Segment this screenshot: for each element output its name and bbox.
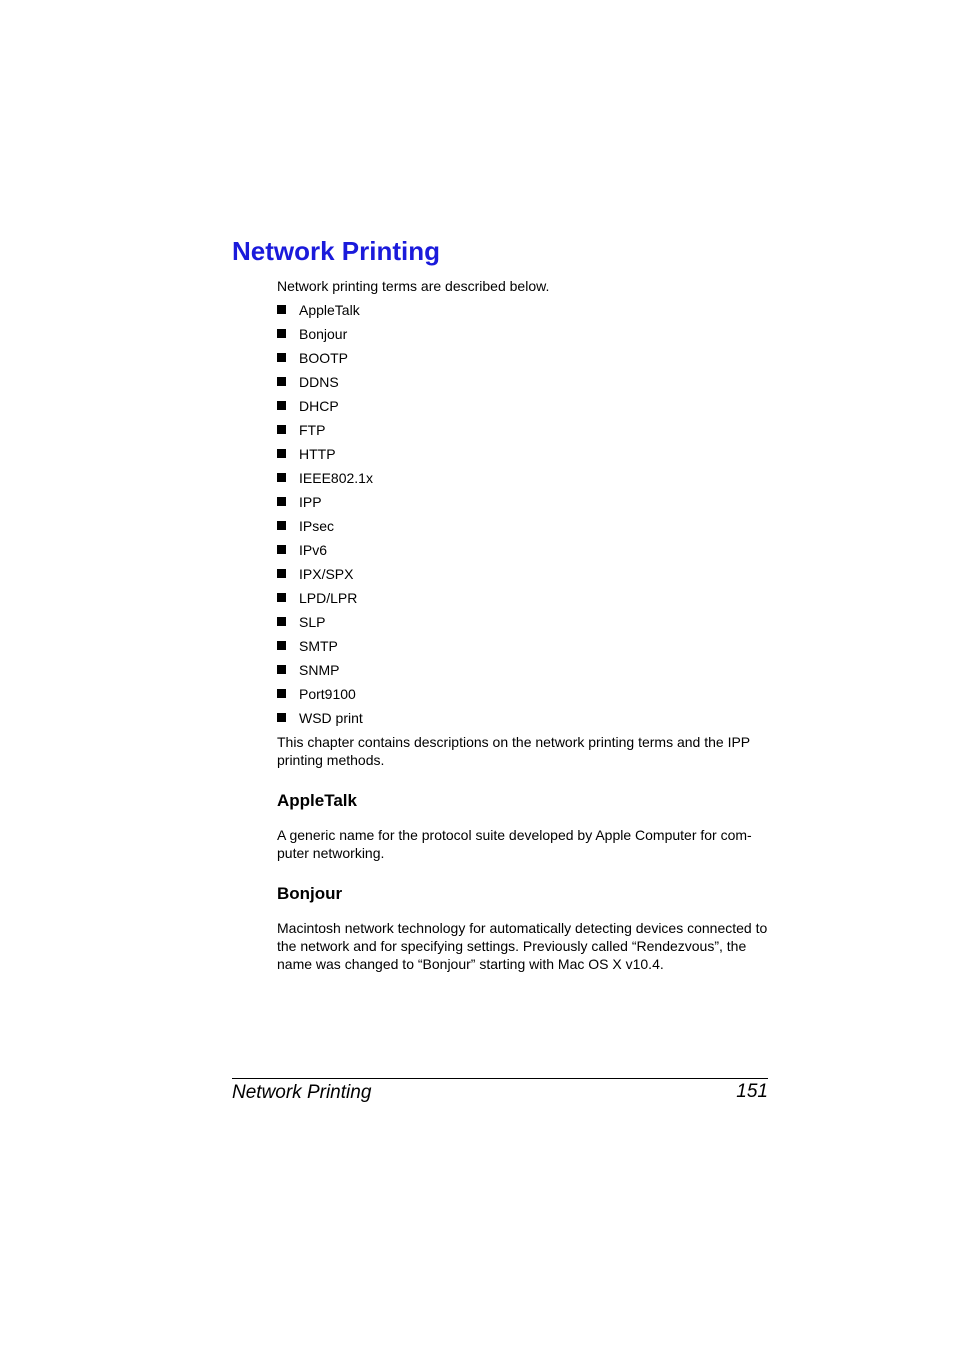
term-list [277,301,373,733]
list-item [277,469,373,493]
section-heading-bonjour: Bonjour [277,884,343,903]
list-item [277,661,373,685]
list-item [277,445,373,469]
list-item [277,685,373,709]
list-item [277,589,373,613]
square-bullet-icon [277,617,286,626]
square-bullet-icon [277,353,286,362]
chapter-description: This chapter contains descriptions on the network printing terms and the IPP printing methods. [277,734,750,768]
square-bullet-icon [277,329,286,338]
square-bullet-icon [277,593,286,602]
list-item [277,325,373,349]
list-item-label: LPD/LPR [299,590,358,606]
square-bullet-icon [277,425,286,434]
square-bullet-icon [277,305,286,314]
list-item [277,709,373,733]
list-item-label: Port9100 [299,686,356,702]
square-bullet-icon [277,713,286,722]
list-item-label: Bonjour [299,326,348,342]
footer-title: Network Printing [232,1082,372,1103]
square-bullet-icon [277,473,286,482]
list-item [277,517,373,541]
square-bullet-icon [277,689,286,698]
list-item [277,493,373,517]
list-item-label: IEEE802.1x [299,470,373,486]
square-bullet-icon [277,521,286,530]
list-item-label: IPv6 [299,542,328,558]
list-item-label: HTTP [299,446,336,462]
list-item-label: SNMP [299,662,340,678]
list-item [277,613,373,637]
section-text-appletalk: A generic name for the protocol suite developed by Apple Computer for com- puter networking. [277,827,752,861]
list-item-label: IPX/SPX [299,566,354,582]
square-bullet-icon [277,545,286,554]
section-text-bonjour: Macintosh network technology for automatically detecting devices connected to the network and for specifying settings. Previously called “Rendezvous”, the name was changed to “Bonjour” starting with Mac OS X v10.4. [277,920,768,972]
intro-text: Network printing terms are described below. [277,278,550,294]
square-bullet-icon [277,377,286,386]
square-bullet-icon [277,497,286,506]
square-bullet-icon [277,449,286,458]
list-item [277,541,373,565]
section-heading-appletalk: AppleTalk [277,791,357,810]
list-item-label: IPsec [299,518,335,534]
list-item-label: SLP [299,614,326,630]
list-item-label: DHCP [299,398,339,414]
list-item-label: IPP [299,494,322,510]
list-item-label: WSD print [299,710,363,726]
square-bullet-icon [277,641,286,650]
page-number: 151 [736,1081,768,1102]
list-item [277,349,373,373]
list-item-label: DDNS [299,374,339,390]
footer-divider [232,1078,768,1079]
square-bullet-icon [277,665,286,674]
list-item-label: BOOTP [299,350,349,366]
list-item [277,301,373,325]
list-item-label: SMTP [299,638,338,654]
square-bullet-icon [277,569,286,578]
page-title: Network Printing [232,236,441,266]
list-item [277,565,373,589]
list-item [277,637,373,661]
list-item-label: FTP [299,422,326,438]
list-item [277,421,373,445]
list-item [277,397,373,421]
list-item [277,373,373,397]
list-item-label: AppleTalk [299,302,360,318]
square-bullet-icon [277,401,286,410]
